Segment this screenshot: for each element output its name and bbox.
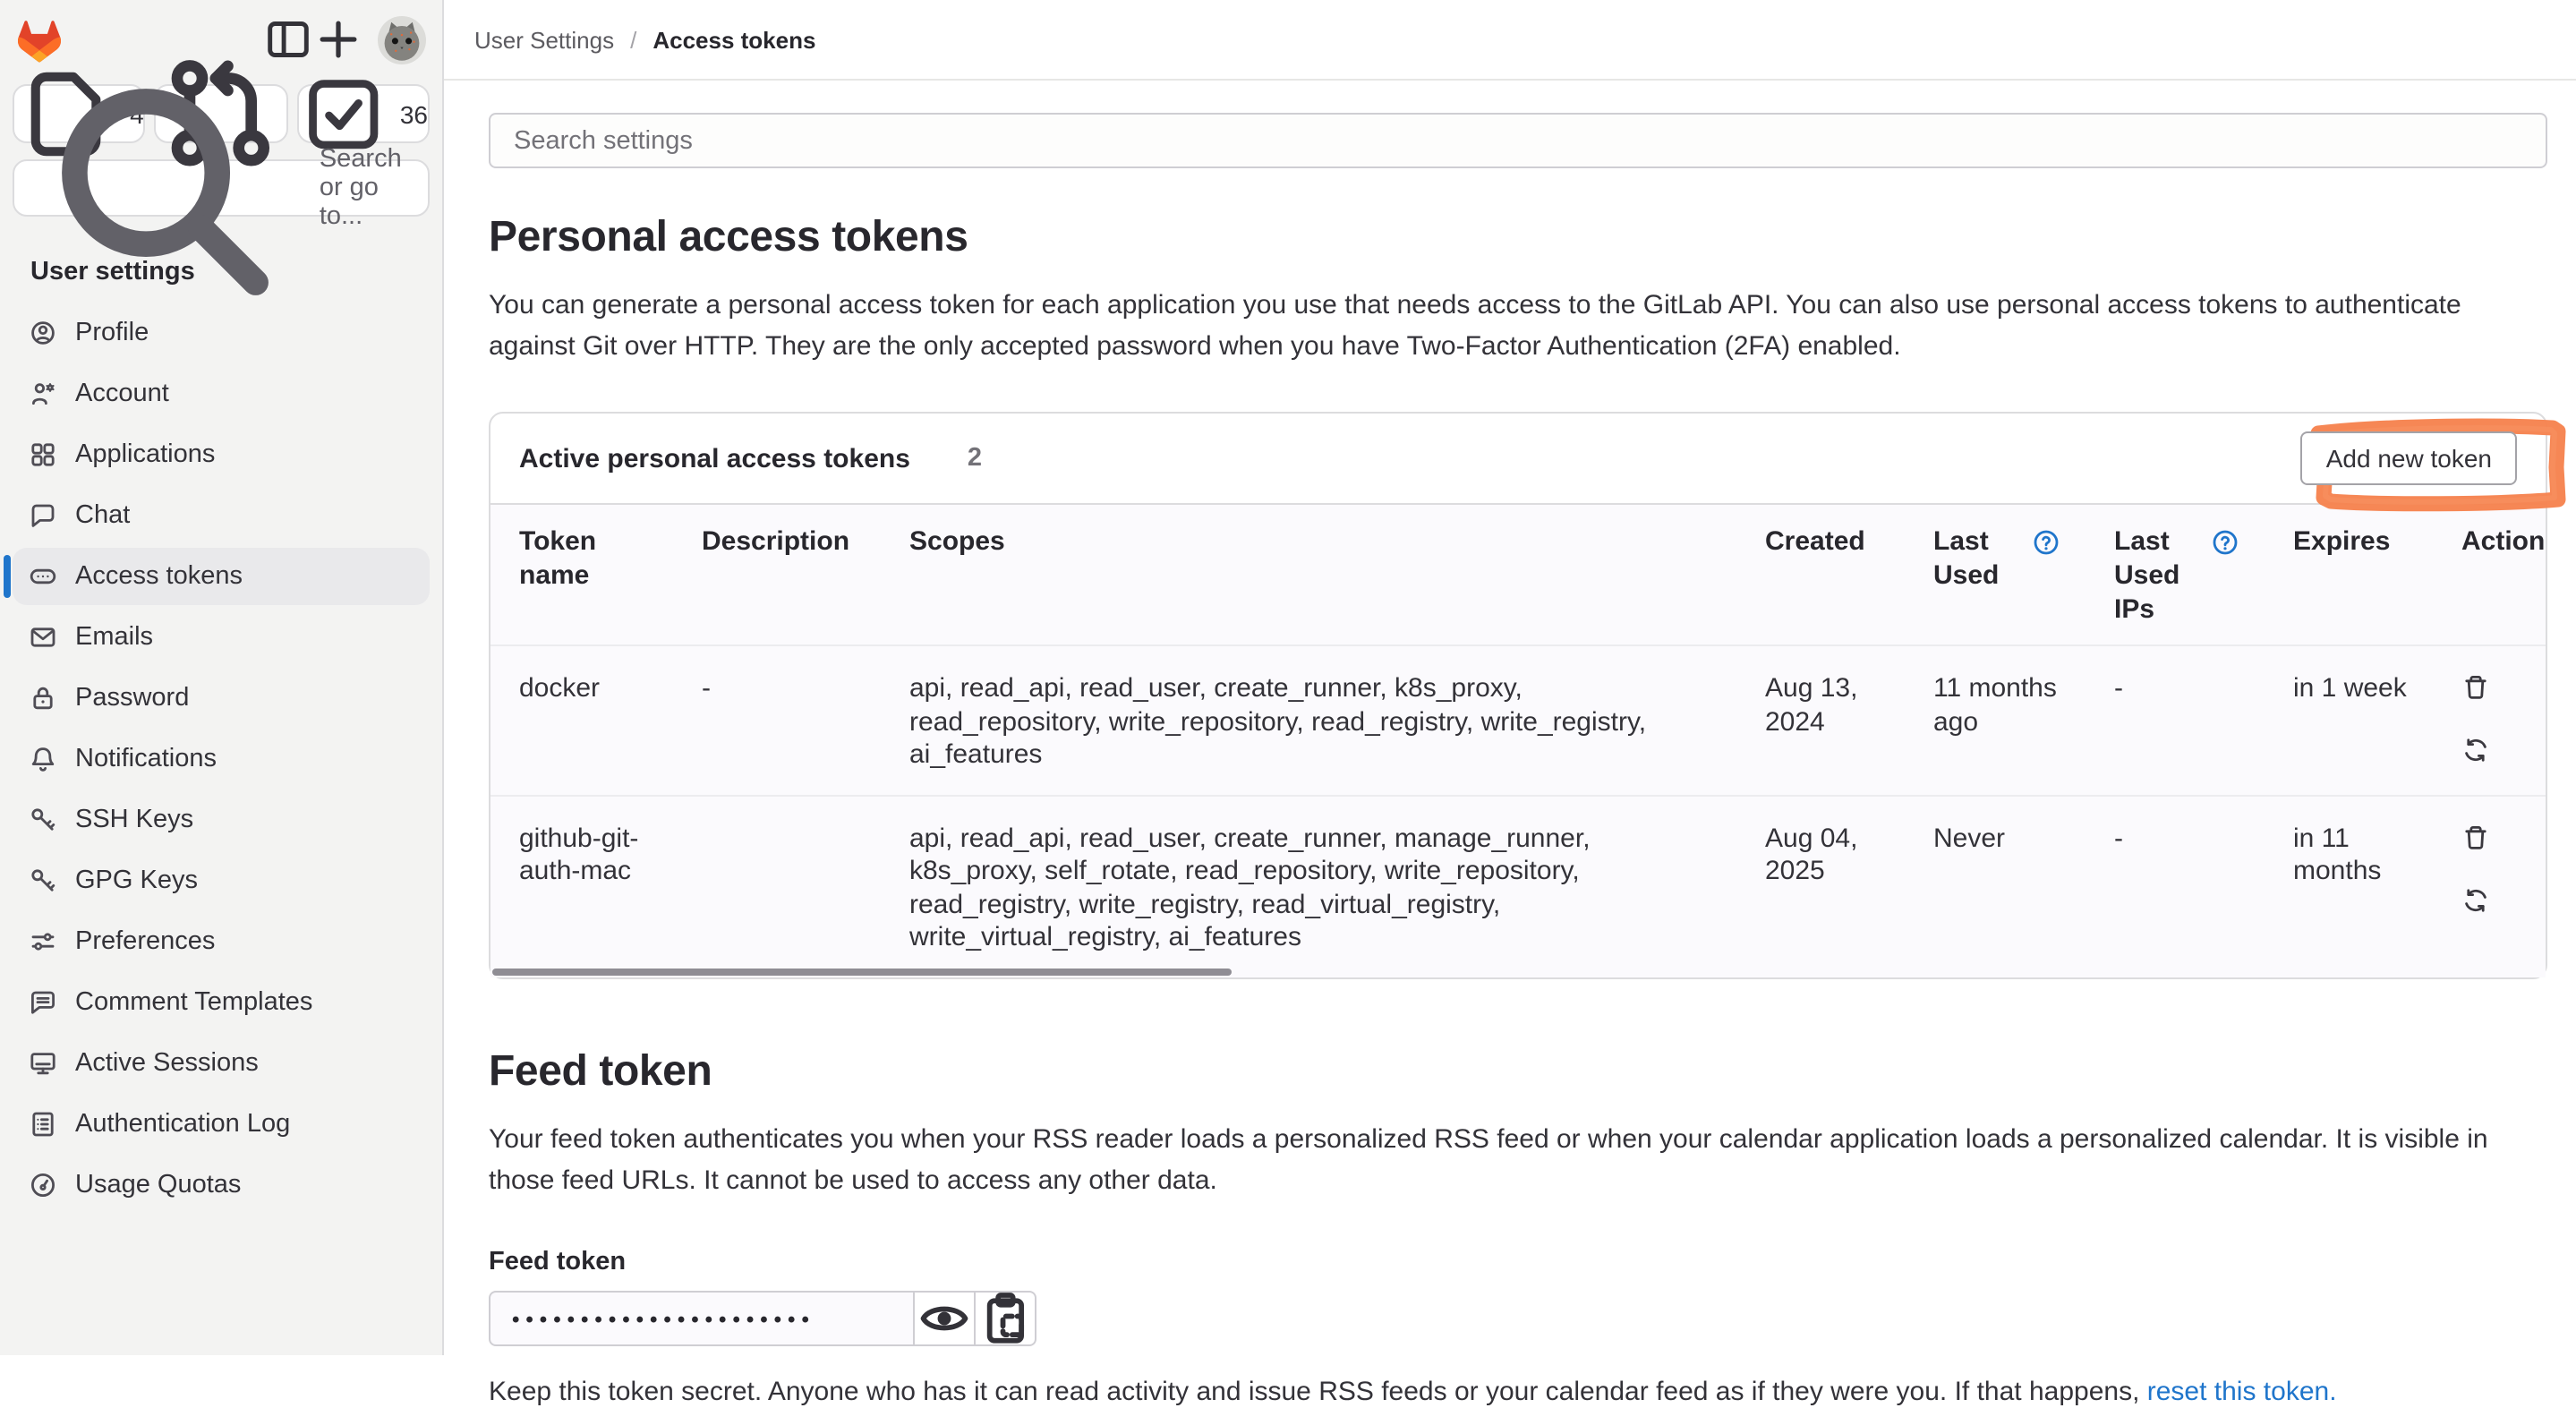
sidebar-nav — [13, 304, 430, 1214]
reveal-token-button[interactable] — [915, 1292, 976, 1347]
active-tokens-card — [489, 412, 2547, 980]
retry-icon — [2461, 886, 2490, 915]
column-header-label: Description — [702, 526, 850, 557]
sidebar-item-label: Chat — [75, 501, 131, 530]
copy-icon — [976, 1290, 1035, 1349]
column-header-created — [1736, 504, 1905, 646]
column-header-last-used-ips — [2086, 504, 2265, 646]
column-header-description — [673, 504, 881, 646]
eye-icon — [915, 1290, 974, 1349]
table-row — [490, 796, 2546, 977]
sidebar-item-notifications[interactable] — [13, 730, 430, 788]
sidebar — [0, 0, 444, 1355]
page-description: You can generate a personal access token for each application you use that needs access to the GitLab API. You can also use personal access tokens to authenticate against Git over HTTP. They are the only accepted password when you have Two-Factor Authentication (2FA) enabled. — [489, 290, 2461, 361]
token-count: 2 — [967, 444, 983, 473]
breadcrumb-parent[interactable]: User Settings — [474, 26, 615, 53]
token-pill-icon — [928, 443, 959, 474]
sidebar-item-authentication-log[interactable] — [13, 1096, 430, 1153]
active-tokens-card-header — [490, 414, 2546, 503]
sidebar-item-access-tokens[interactable] — [13, 548, 430, 605]
column-header-last-used — [1905, 504, 2086, 646]
search-icon — [14, 42, 307, 335]
column-header-label: Last Used — [1933, 526, 2000, 591]
table-row — [490, 646, 2546, 797]
column-header-label: Expires — [2293, 526, 2391, 557]
rotate-token-button[interactable] — [2461, 886, 2490, 915]
sidebar-item-label: Account — [75, 380, 169, 408]
sidebar-item-usage-quotas[interactable] — [13, 1156, 430, 1214]
sidebar-item-label: Authentication Log — [75, 1110, 291, 1139]
email-icon — [29, 623, 57, 652]
sidebar-item-label: Usage Quotas — [75, 1171, 242, 1199]
column-header-label: Created — [1765, 526, 1865, 557]
feed-token-description: Your feed token authenticates you when your RSS reader loads a personalized RSS feed or when your calendar application loads a personalized calendar. It is visible in those feed URLs. It cannot be used to access any other data. — [489, 1124, 2488, 1196]
lock-icon — [29, 684, 57, 713]
sidebar-item-preferences[interactable] — [13, 913, 430, 970]
feed-token-label: Feed token — [489, 1248, 627, 1277]
help-icon[interactable] — [2211, 528, 2239, 557]
retry-icon — [2461, 737, 2490, 765]
sidebar-item-label: Applications — [75, 440, 216, 469]
page-title: Personal access tokens — [489, 213, 968, 261]
tokens-table — [490, 503, 2546, 978]
horizontal-scrollbar[interactable] — [492, 969, 1232, 977]
sidebar-item-ssh-keys[interactable] — [13, 791, 430, 849]
create-new-button[interactable] — [313, 14, 363, 64]
cell-action — [2433, 796, 2546, 977]
cell-last-used-ips: - — [2086, 796, 2265, 977]
main-content — [444, 0, 2576, 1408]
gauge-icon — [29, 1171, 57, 1199]
rotate-token-button[interactable] — [2461, 737, 2490, 765]
column-header-token-name — [490, 504, 673, 646]
column-header-label: Action — [2461, 526, 2546, 557]
account-icon — [29, 380, 57, 408]
profile-icon — [29, 319, 57, 347]
log-icon — [29, 1110, 57, 1139]
help-icon[interactable] — [2032, 528, 2060, 557]
issues-count: 4 — [130, 99, 144, 128]
sidebar-item-label: GPG Keys — [75, 866, 198, 895]
cell-description — [673, 796, 881, 977]
sidebar-item-label: Active Sessions — [75, 1049, 259, 1078]
avatar[interactable] — [378, 15, 426, 64]
trash-icon — [2461, 823, 2490, 852]
cell-scopes: api, read_api, read_user, create_runner, k8s_proxy, read_repository, write_repository, read_registry, write_registry, ai_features — [909, 673, 1647, 770]
add-new-token-button[interactable]: Add new token — [2301, 431, 2517, 485]
column-header-label: Last Used IPs — [2114, 526, 2180, 624]
feed-token-field-group — [489, 1292, 2547, 1347]
revoke-token-button[interactable] — [2461, 674, 2490, 703]
breadcrumb-separator: / — [630, 26, 637, 53]
cell-created: Aug 04, 2025 — [1736, 796, 1905, 977]
key-icon — [29, 806, 57, 834]
bell-icon — [29, 745, 57, 773]
cell-description: - — [702, 673, 711, 704]
cell-action — [2433, 646, 2546, 797]
breadcrumb — [444, 0, 2576, 81]
column-header-scopes — [881, 504, 1736, 646]
comment-lines-icon — [29, 988, 57, 1017]
cell-expires: in 1 week — [2293, 673, 2407, 704]
cell-last-used: 11 months ago — [1933, 673, 2057, 738]
chat-icon — [29, 501, 57, 530]
sidebar-section-label: User settings — [30, 258, 195, 286]
sidebar-item-label: Access tokens — [75, 562, 243, 591]
sliders-icon — [29, 927, 57, 956]
tokens-table-head — [490, 504, 2546, 646]
sidebar-item-label: Password — [75, 684, 190, 713]
sidebar-item-account[interactable] — [13, 365, 430, 422]
sidebar-item-label: SSH Keys — [75, 806, 194, 834]
cell-scopes: api, read_api, read_user, create_runner, manage_runner, k8s_proxy, self_rotate, read_repository, write_repository, read_registry, write_registry, read_virtual_registry, write_virtual_registry, ai_features — [881, 796, 1736, 977]
sidebar-item-label: Comment Templates — [75, 988, 313, 1017]
cell-last-used-ips: - — [2114, 673, 2123, 704]
breadcrumb-current: Access tokens — [653, 26, 816, 53]
trash-icon — [2461, 674, 2490, 703]
revoke-token-button[interactable] — [2461, 823, 2490, 852]
applications-icon — [29, 440, 57, 469]
cell-expires: in 11 months — [2265, 796, 2433, 977]
sidebar-item-chat[interactable] — [13, 487, 430, 544]
column-header-label: Scopes — [909, 526, 1005, 557]
sidebar-item-label: Emails — [75, 623, 154, 652]
sidebar-item-gpg-keys[interactable] — [13, 852, 430, 909]
column-header-action — [2433, 504, 2546, 646]
todos-counter-button[interactable] — [296, 84, 430, 143]
settings-search-input[interactable] — [489, 113, 2547, 168]
plus-icon — [313, 14, 363, 64]
sidebar-item-label: Notifications — [75, 745, 217, 773]
token-icon — [29, 562, 57, 591]
sidebar-item-emails[interactable] — [13, 609, 430, 666]
sidebar-item-active-sessions[interactable] — [13, 1035, 430, 1092]
sidebar-item-comment-templates[interactable] — [13, 974, 430, 1031]
feed-token-note-text: Keep this token secret. Anyone who has it can read activity and issue RSS feeds or your calendar feed as if they were you. If that happens, — [489, 1377, 2147, 1408]
global-search-button[interactable] — [13, 145, 430, 231]
card-title: Active personal access tokens — [519, 443, 910, 474]
sidebar-item-label: Profile — [75, 319, 149, 347]
todos-count: 36 — [399, 99, 428, 128]
sidebar-item-label: Preferences — [75, 927, 216, 956]
column-header-expires — [2265, 504, 2433, 646]
reset-token-link[interactable]: reset this token. — [2146, 1377, 2337, 1408]
cell-token-name: github-git-auth-mac — [490, 796, 673, 977]
key-icon — [29, 866, 57, 895]
global-search-label: Search or go to... — [319, 145, 402, 231]
sidebar-item-password[interactable] — [13, 670, 430, 727]
cell-created: Aug 13, 2024 — [1765, 673, 1858, 738]
cell-last-used: Never — [1905, 796, 2086, 977]
cell-token-name: docker — [519, 673, 601, 704]
feed-token-note — [489, 1378, 2547, 1408]
feed-token-title: Feed token — [489, 1047, 712, 1097]
monitor-icon — [29, 1049, 57, 1078]
feed-token-input[interactable] — [489, 1292, 915, 1347]
column-header-label: Token name — [519, 526, 597, 591]
tokens-table-body — [490, 646, 2546, 978]
sidebar-item-applications[interactable] — [13, 426, 430, 483]
sidebar-item-profile[interactable] — [13, 304, 430, 362]
copy-token-button[interactable] — [976, 1292, 1036, 1347]
